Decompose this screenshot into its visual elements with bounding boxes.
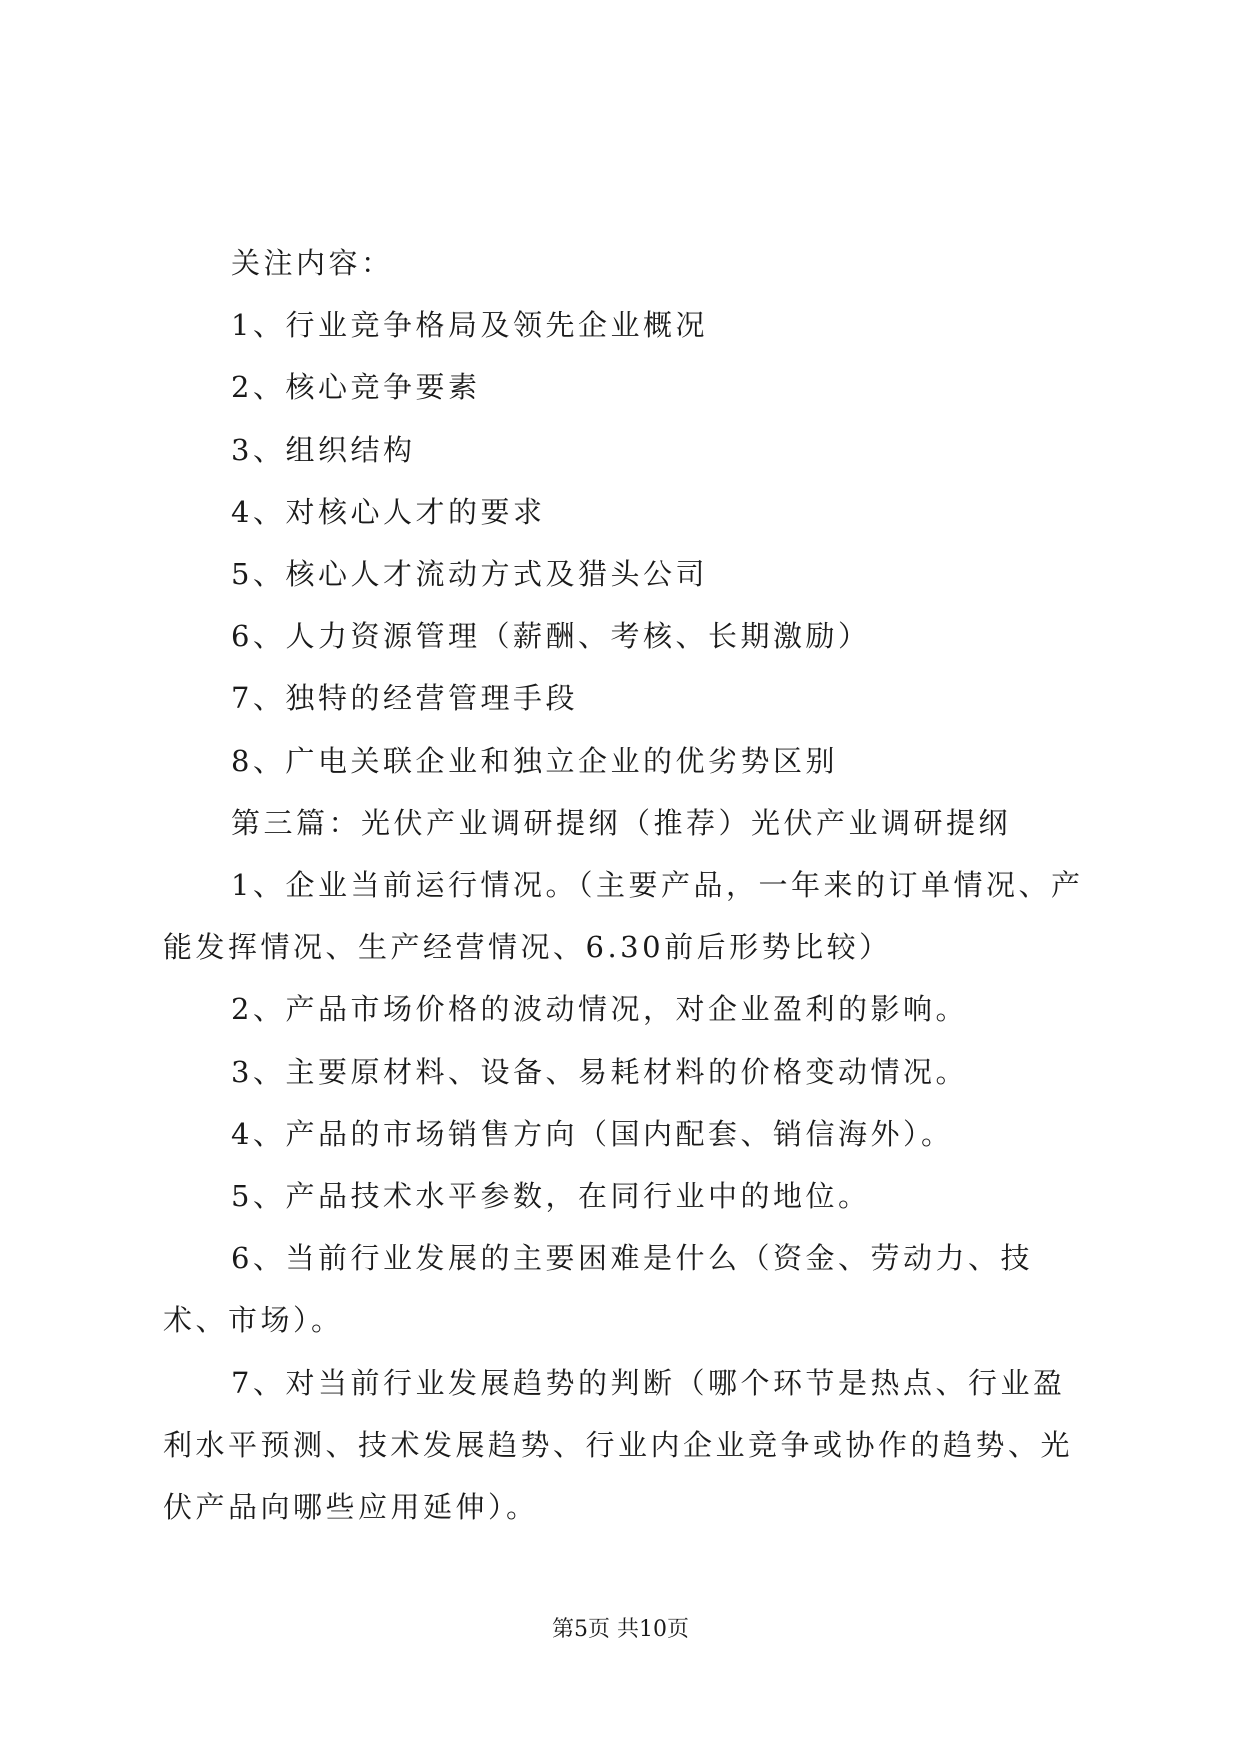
list-item: 8、广电关联企业和独立企业的优劣势区别 — [231, 743, 838, 778]
list-item: 7、独特的经营管理手段 — [231, 681, 578, 716]
list-item: 1、行业竞争格局及领先企业概况 — [231, 308, 708, 343]
list-item: 2、核心竞争要素 — [231, 370, 481, 405]
list-item: 3、组织结构 — [231, 432, 416, 467]
heading-focus: 关注内容： — [231, 246, 394, 280]
list-item: 4、产品的市场销售方向（国内配套、销信海外）。 — [231, 1116, 954, 1151]
page-footer: 第5页 共10页 — [552, 1617, 689, 1642]
section-title: 第三篇：光伏产业调研提纲（推荐）光伏产业调研提纲 — [231, 805, 1012, 840]
list-item: 6、人力资源管理（薪酬、考核、长期激励） — [231, 619, 871, 654]
list-item: 4、对核心人才的要求 — [231, 494, 546, 529]
list-item: 6、当前行业发展的主要困难是什么（资金、劳动力、技术、市场）。 — [163, 1241, 1033, 1338]
list-item: 7、对当前行业发展趋势的判断（哪个环节是热点、行业盈利水平预测、技术发展趋势、行业内企业竞争或协作的趋势、光伏产品向哪些应用延伸）。 — [163, 1365, 1074, 1525]
list-item: 5、核心人才流动方式及猎头公司 — [231, 557, 708, 592]
list-item: 1、企业当前运行情况。（主要产品，一年来的订单情况、产能发挥情况、生产经营情况、6.30前后形势比较） — [163, 868, 1084, 965]
list-item: 5、产品技术水平参数，在同行业中的地位。 — [231, 1179, 871, 1214]
document-body — [163, 232, 1088, 1538]
list-item: 2、产品市场价格的波动情况，对企业盈利的影响。 — [231, 992, 968, 1027]
list-item: 3、主要原材料、设备、易耗材料的价格变动情况。 — [231, 1054, 968, 1089]
